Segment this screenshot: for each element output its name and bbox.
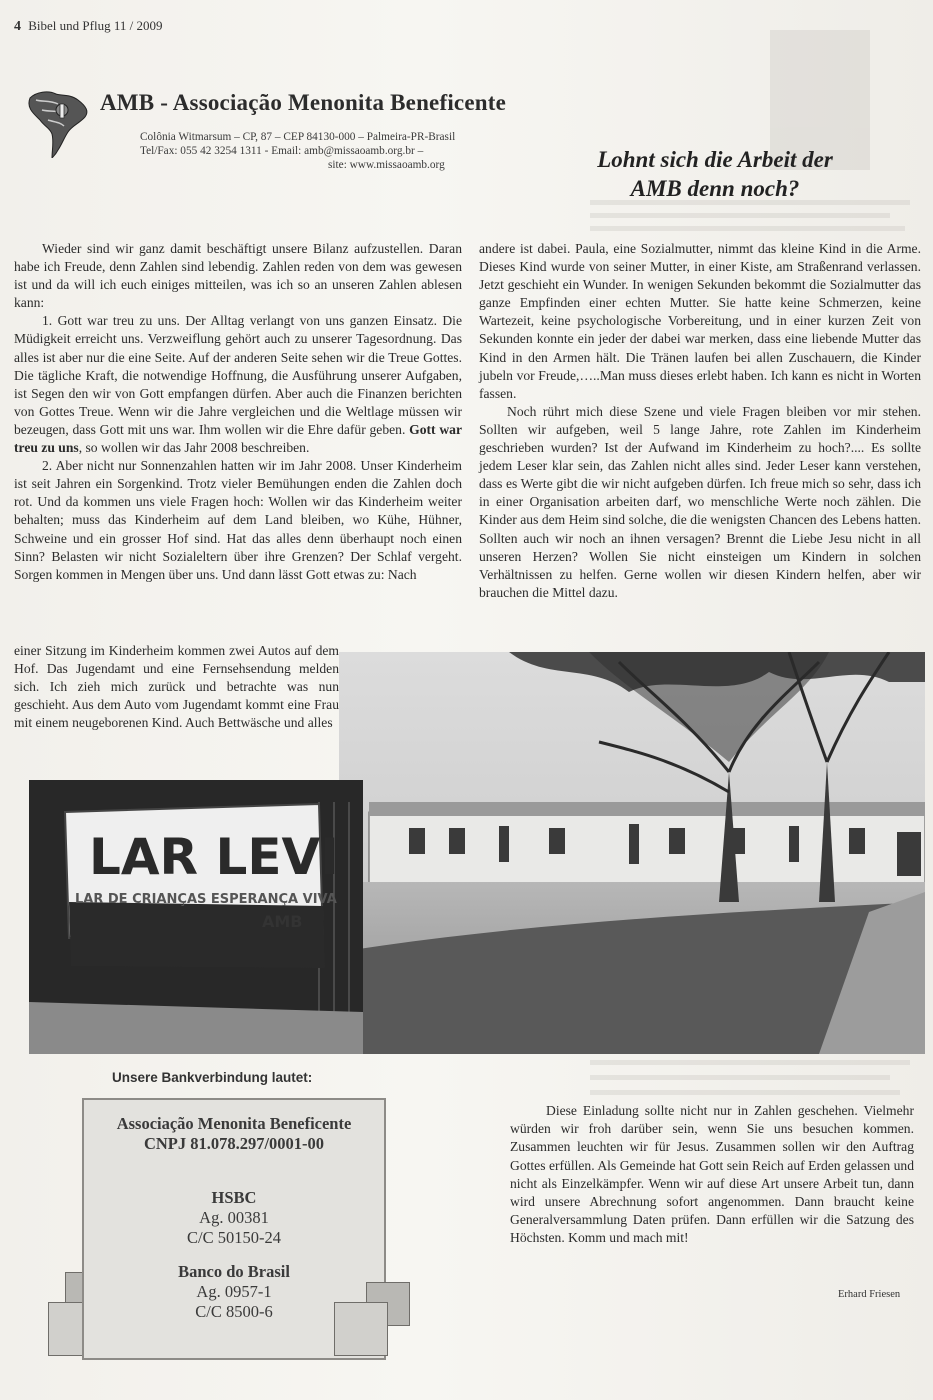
bank-2-name: Banco do Brasil <box>178 1262 290 1281</box>
issue-number: 11 / 2009 <box>113 18 163 33</box>
organization-title: AMB - Associação Menonita Beneficente <box>100 90 506 115</box>
article-column-2 <box>479 240 921 602</box>
paragraph: 2. Aber nicht nur Sonnenzahlen hatten wir im Jahr 2008. Unser Kinderheim ist seit Jahren ein Sorgenkind. Trotz vieler Bemühungen enden die Zahlen doch rot. Und da kommen uns viele Fragen hoch: Wollen wir das Kinderheim weiter behalten; muss das Kinderheim auf dem Land bleiben, wo Kühe, Hühner, Schweine und ein grosser Hof sind. Hat das alles denn überhaupt noch einen Sinn? Belasten wir nicht Sozialeltern über ihre Grenzen? Der Schlaf vergeht. Sorgen kommen in Mengen über uns. Und dann lässt Gott etwas zu: Nach <box>14 458 462 582</box>
contact-line: Tel/Fax: 055 42 3254 1311 - Email: amb@missaoamb.org.br – <box>140 145 424 157</box>
page-number: 4 <box>14 19 21 34</box>
magazine-name: Bibel und Pflug <box>28 18 111 33</box>
article-headline <box>545 145 885 203</box>
headline-line-1: Lohnt sich die Arbeit der <box>597 147 833 172</box>
headline-line-2: AMB denn noch? <box>630 176 800 201</box>
paragraph: Noch rührt mich diese Szene und viele Fragen bleiben vor mir stehen. Sollten wir aufgeben, weil 5 lange Jahre, rote Zahlen im Kinderheim geschrieben wurden? Ist der Aufwand im Kinderheim zu hoch?.... Es sollte jedem Leser klar sein, das Zahlen nicht alles sind. Jeder Leser kann verstehen, dass es Werte gibt die wir nicht aufgeben dürfen. Ich freue mich so sehr, dass ich in einer Organisation arbeiten darf, wo menschliche Werte noch zählen. Die Kinder aus dem Heim sind solche, die die wenigsten Chancen des Lebens hatten. Sollten auch wir noch an ihnen versagen? Brennt die Liebe Jesu nicht in all unseren Herzen? Wollen Sie nicht einsteigen um Kindern in solchen Verhältnissen zu helfen. Gerne wollen wir diesen Kindern helfen, aber wir brauchen die Mittel dazu. <box>479 403 921 600</box>
article-column-1 <box>14 240 462 584</box>
bank-2-account: C/C 8500-6 <box>195 1302 273 1321</box>
address-line-1: Colônia Witmarsum – CP, 87 – CEP 84130-000 – Palmeira-PR-Brasil <box>140 131 456 143</box>
decorative-square <box>334 1302 388 1356</box>
running-header <box>14 18 162 35</box>
bank-account-name: Associação Menonita Beneficente <box>116 1114 352 1133</box>
bank-1-name: HSBC <box>211 1188 257 1207</box>
organization-address <box>140 130 525 172</box>
bank-1-account: C/C 50150-24 <box>187 1228 281 1247</box>
south-america-map-logo-icon <box>22 88 94 158</box>
bank-1-agency: Ag. 00381 <box>199 1208 269 1227</box>
article-column-3 <box>510 1102 914 1248</box>
author-signature: Erhard Friesen <box>838 1289 901 1300</box>
emphasis-text: Gott war treu zu uns <box>14 421 462 456</box>
show-through-decoration: ​ <box>599 61 601 106</box>
website-line: site: www.missaoamb.org <box>328 159 445 171</box>
sign-title: LAR LEVI <box>89 828 339 886</box>
bank-cnpj: CNPJ 81.078.297/0001-00 <box>143 1134 325 1153</box>
paragraph: andere ist dabei. Paula, eine Sozialmutter, nimmt das kleine Kind in die Arme. Dieses Kind wurde von seiner Mutter, in einer Kiste, am Straßenrand verlassen. Jetzt geschieht ein Wunder. In wenigen Sekunden bekommt die Sozialmutter das ganze Empfinden einer echten Mutter. Sie hatte keine Schmerzen, keine Wartezeit, keine psychologische Vorbereitung, und in einer kurzen Zeit von Sekunden konnte ein jeder der dabei war merken, dass eine liebende Mutter das Kind in den Armen hält. Die Tränen laufen bei allen Zuschauern, die Kinder jubeln vor Freude,…..Man muss dieses erlebt haben. Ich kann es nicht in Worten fassen. <box>479 241 921 401</box>
sign-amb: AMB <box>262 912 303 931</box>
bank-2-agency: Ag. 0957-1 <box>196 1282 272 1301</box>
paragraph: einer Sitzung im Kinderheim kommen zwei Autos auf dem Hof. Das Jugendamt und eine Fernsehsendung melden sich. Ich zieh mich zurück und betrachte was nun geschieht. Aus dem Auto vom Jugendamt kommt eine Frau mit einem neugeborenen Kind. Auch Bettwäsche und alles <box>14 643 339 731</box>
childrens-home-photo <box>29 652 925 1054</box>
paragraph-text: , so wollen wir das Jahr 2008 beschreiben. <box>78 440 310 456</box>
sign-subtitle: LAR DE CRIANÇAS ESPERANÇA VIVA <box>75 892 337 907</box>
bank-caption: Unsere Bankverbindung lautet: <box>112 1070 313 1085</box>
paragraph-text: 1. Gott war treu zu uns. Der Alltag verlangt von uns ganzen Einsatz. Die Müdigkeit erreicht uns. Verzweiflung gehört auch zu unserer Tagesordnung. Das alles ist aber nur die eine Seite. Auf der anderen Seite sehen wir die Treue Gottes. Die tägliche Kraft, die notwendige Hoffnung, die Ausführung unserer Aufgaben, ist Segen den wir von Gott empfangen dürfen. Aber auch die Finanzen berichten von Gottes Treue. Wenn wir die Jahre vergleichen und die Weltlage müssen wir bezeugen, dass Gott mit uns war. Ihm wollen wir die Ehre dafür geben. <box>14 313 462 437</box>
paragraph: Wieder sind wir ganz damit beschäftigt unsere Bilanz aufzustellen. Daran habe ich Freude, denn Zahlen sind lebendig. Zahlen reden von dem was gewesen ist und da will ich euch einiges mitteilen, was ich so an unseren Zahlen ablesen kann: <box>14 241 462 311</box>
paragraph <box>14 312 462 457</box>
paragraph: Diese Einladung sollte nicht nur in Zahlen geschehen. Vielmehr würden wir froh darüber sein, wenn Sie uns besuchen kommen. Zusammen leuchten wir für Jesus. Zusammen sollen wir den Auftrag Gottes erfüllen. Als Gemeinde hat Gott sein Reich auf Erden gelassen und nicht als Einzelkämpfer. Wenn wir auf diese Art unsere Arbeit tun, dann wird unsere Abrechnung sofort angenommen. Dann braucht keine Generalversammlung Daten prüfen. Dann erfüllen wir die Satzung des Höchsten. Komm und mach mit! <box>510 1103 914 1246</box>
